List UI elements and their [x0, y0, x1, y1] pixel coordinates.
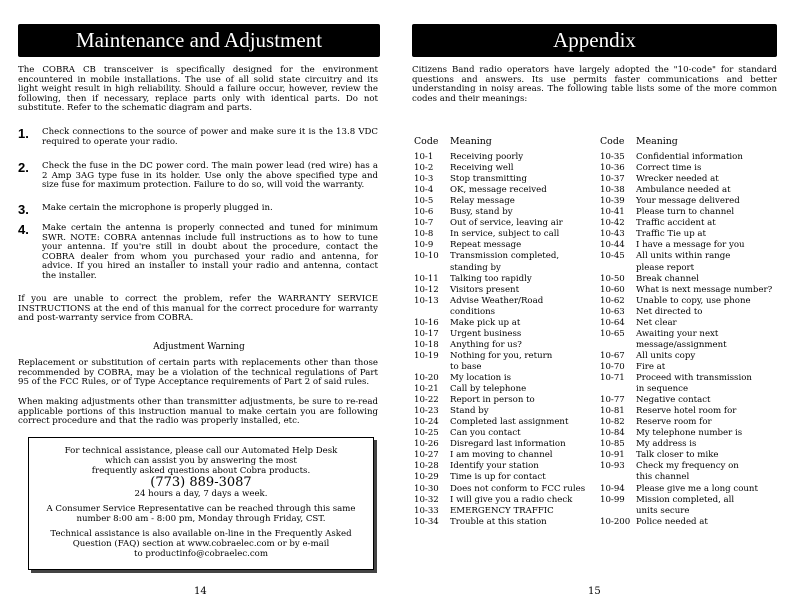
code-value: 10-11: [414, 273, 439, 284]
code-value: 10-67: [600, 350, 625, 361]
code-meaning: Report in person to: [450, 395, 535, 406]
code-meaning: Receiving poorly: [450, 152, 524, 162]
code-value: 10-22: [414, 395, 439, 406]
step-number: 2.: [18, 160, 29, 175]
appendix-intro: Citizens Band radio operators have largely adopted the "10-code" for standard questions and answers. Its use permits faster communications and better understanding in noisy areas. The following table lists some of the more common codes and their meanings:: [412, 65, 777, 104]
step-number: 4.: [18, 222, 29, 237]
help-web-line-2: Question (FAQ) section at www.cobraelec.com or by e-mail: [72, 539, 330, 549]
code-meaning: Busy, stand by: [450, 207, 513, 218]
code-meaning: please report: [636, 262, 695, 273]
warranty-paragraph: If you are unable to correct the problem, refer the WARRANTY SERVICE INSTRUCTIONS at the end of this manual for the correct procedure for warranty and post-warranty service from COBRA.: [18, 294, 378, 324]
right-page: [412, 0, 777, 613]
code-value: 10-19: [414, 350, 439, 361]
help-line-3: frequently asked questions about Cobra products.: [91, 466, 311, 476]
code-value: 10-45: [600, 251, 625, 262]
code-meaning: Please turn to channel: [636, 207, 735, 218]
code-value: 10-62: [600, 295, 625, 306]
code-value: 10-77: [600, 395, 625, 406]
code-value: 10-16: [414, 317, 439, 328]
code-meaning: Check my frequency on: [636, 461, 739, 472]
code-value: 10-63: [600, 306, 625, 317]
code-value: 10-9: [414, 240, 434, 251]
code-meaning: Transmission completed,: [450, 251, 560, 262]
code-meaning: Receiving well: [450, 163, 514, 174]
code-meaning: Does not conform to FCC rules: [450, 483, 586, 494]
code-meaning: Ambulance needed at: [636, 185, 731, 196]
code-value: 10-39: [600, 196, 625, 207]
code-meaning: standing by: [450, 262, 501, 273]
code-meaning: Correct time is: [636, 163, 702, 174]
code-value: 10-24: [414, 417, 439, 428]
code-value: 10-30: [414, 483, 439, 494]
code-value: 10-34: [414, 516, 439, 527]
right-page-number: 15: [588, 586, 601, 597]
step-number: 3.: [18, 202, 29, 217]
code-meaning: Your message delivered: [636, 196, 740, 207]
code-meaning: Talk closer to mike: [636, 450, 719, 461]
step-text: Make certain the microphone is properly plugged in.: [42, 203, 273, 213]
code-value: 10-60: [600, 284, 625, 295]
code-value: 10-18: [414, 339, 439, 350]
code-meaning: My telephone number is: [636, 428, 743, 439]
code-value: 10-2: [414, 163, 434, 174]
code-value: 10-12: [414, 284, 439, 295]
step-number: 1.: [18, 126, 29, 141]
code-value: 10-36: [600, 163, 625, 174]
code-meaning: in sequence: [636, 384, 689, 395]
column-header-meaning: Meaning: [450, 136, 492, 147]
code-meaning: All units copy: [636, 350, 696, 361]
code-meaning: Reserve hotel room for: [636, 406, 737, 417]
code-value: 10-43: [600, 229, 625, 240]
step-text: Check connections to the source of power and make sure it is the 13.8 VDC required to operate your radio.: [42, 127, 378, 147]
code-meaning: Make pick up at: [450, 317, 521, 328]
code-value: 10-27: [414, 450, 439, 461]
code-meaning: I have a message for you: [636, 240, 745, 251]
code-meaning: My address is: [636, 439, 697, 450]
code-meaning: Stand by: [450, 406, 489, 417]
code-value: 10-41: [600, 207, 625, 218]
code-meaning: units secure: [636, 505, 690, 516]
code-meaning: All units within range: [636, 251, 731, 262]
code-meaning: Completed last assignment: [450, 417, 569, 428]
code-meaning: Visitors present: [450, 284, 520, 295]
left-page-number: 14: [194, 586, 207, 597]
code-meaning: Time is up for contact: [450, 472, 546, 483]
code-meaning: Traffic accident at: [636, 218, 716, 229]
code-value: 10-94: [600, 483, 625, 494]
code-meaning: Net directed to: [636, 306, 703, 317]
code-value: 10-10: [414, 251, 439, 262]
help-line-2: which can assist you by answering the most: [105, 456, 297, 466]
code-meaning: Out of service, leaving air: [450, 218, 563, 229]
code-value: 10-44: [600, 240, 625, 251]
code-meaning: Proceed with transmission: [636, 373, 752, 383]
code-value: 10-28: [414, 461, 439, 472]
code-meaning: Traffic Tie up at: [636, 229, 707, 240]
help-line-1: For technical assistance, please call our Automated Help Desk: [64, 446, 338, 456]
code-value: 10-35: [600, 152, 625, 162]
code-value: 10-42: [600, 218, 625, 229]
code-meaning: EMERGENCY TRAFFIC: [450, 505, 554, 516]
left-page: [18, 0, 380, 613]
code-meaning: I am moving to channel: [450, 450, 553, 461]
help-web-line-1: Technical assistance is also available on-line in the Frequently Asked: [50, 529, 352, 539]
warning-heading: Adjustment Warning: [153, 342, 245, 352]
code-value: 10-1: [414, 152, 434, 162]
code-value: 10-13: [414, 295, 439, 306]
code-meaning: Confidential information: [636, 152, 743, 162]
code-meaning: I will give you a radio check: [450, 494, 573, 505]
code-meaning: Relay message: [450, 196, 515, 207]
code-value: 10-70: [600, 361, 625, 372]
help-rep-line-1: A Consumer Service Representative can be reached through this same: [46, 504, 356, 514]
code-value: 10-7: [414, 218, 434, 229]
code-meaning: Identify your station: [450, 461, 539, 472]
code-value: 10-82: [600, 417, 625, 428]
code-meaning: What is next message number?: [636, 284, 773, 295]
code-value: 10-3: [414, 174, 434, 185]
code-meaning: message/assignment: [636, 339, 727, 350]
code-meaning: Advise Weather/Road: [450, 295, 544, 306]
code-meaning: this channel: [636, 472, 690, 483]
code-value: 10-71: [600, 373, 625, 383]
column-header-code: Code: [600, 136, 625, 147]
code-meaning: Unable to copy, use phone: [636, 295, 751, 306]
code-value: 10-32: [414, 494, 439, 505]
code-meaning: Urgent business: [450, 328, 522, 339]
code-meaning: Break channel: [636, 273, 699, 284]
code-value: 10-84: [600, 428, 625, 439]
code-meaning: OK, message received: [450, 185, 547, 196]
code-meaning: Reserve room for: [636, 417, 712, 428]
code-meaning: Disregard last information: [450, 439, 566, 450]
code-meaning: In service, subject to call: [450, 229, 560, 240]
code-table-left: [414, 136, 599, 536]
code-value: 10-99: [600, 494, 625, 505]
code-value: 10-4: [414, 185, 434, 196]
code-meaning: My location is: [450, 373, 512, 383]
code-value: 10-38: [600, 185, 625, 196]
right-page-title: Appendix: [412, 24, 777, 57]
code-meaning: Fire at: [636, 361, 666, 372]
column-header-meaning: Meaning: [636, 136, 678, 147]
code-value: 10-6: [414, 207, 434, 218]
code-value: 10-33: [414, 505, 439, 516]
step-text: Check the fuse in the DC power cord. The main power lead (red wire) has a 2 Amp 3AG type fuse in its holder. Use only the above specified type and size fuse for maximum protection. Failure to do so, will void the warranty.: [42, 161, 378, 191]
code-value: 10-8: [414, 229, 434, 240]
code-value: 10-23: [414, 406, 439, 417]
code-meaning: Wrecker needed at: [636, 174, 719, 185]
code-value: 10-81: [600, 406, 625, 417]
code-meaning: Can you contact: [450, 428, 521, 439]
code-meaning: Nothing for you, return: [450, 350, 553, 361]
code-value: 10-17: [414, 328, 439, 339]
code-meaning: to base: [450, 361, 482, 372]
warning-paragraph-1: Replacement or substitution of certain parts with replacements other than those recommended by COBRA, may be a violation of the technical regulations of Part 95 of the FCC Rules, or of Type Acceptance requirements of Part 2 of said rules.: [18, 358, 378, 388]
code-value: 10-26: [414, 439, 439, 450]
code-meaning: Talking too rapidly: [450, 273, 532, 284]
code-meaning: Net clear: [636, 317, 677, 328]
code-value: 10-50: [600, 273, 625, 284]
code-value: 10-25: [414, 428, 439, 439]
code-value: 10-85: [600, 439, 625, 450]
step-text: Make certain the antenna is properly connected and tuned for minimum SWR. NOTE: COBRA antennas include full instructions as to how to tune your antenna. If you're still in doubt about the procedure, contact the COBRA dealer from whom you purchased your radio and antenna, for advice. If you hired an installer to install your radio and antenna, contact the installer.: [42, 223, 378, 281]
code-value: 10-21: [414, 384, 439, 395]
code-value: 10-29: [414, 472, 439, 483]
help-rep-line-2: number 8:00 am - 8:00 pm, Monday through Friday, CST.: [76, 514, 326, 524]
left-page-title: Maintenance and Adjustment: [18, 24, 380, 57]
code-value: 10-91: [600, 450, 625, 461]
code-value: 10-64: [600, 317, 625, 328]
code-table-right: [600, 136, 780, 536]
code-meaning: Mission completed, all: [636, 494, 735, 505]
code-value: 10-200: [600, 516, 631, 527]
help-phone-number: (773) 889-3087: [150, 475, 252, 490]
code-value: 10-20: [414, 373, 439, 383]
help-web-line-3: to productinfo@cobraelec.com: [134, 549, 268, 559]
code-value: 10-37: [600, 174, 625, 185]
code-meaning: Negative contact: [636, 395, 711, 406]
intro-paragraph: The COBRA CB transceiver is specifically designed for the environment encountered in mobile installations. The use of all solid state circuitry and its light weight result in high reliability. Should a failure occur, however, review the following, then if necessary, replace parts only with identical parts. Do not substitute. Refer to the schematic diagram and parts.: [18, 65, 378, 114]
code-meaning: Police needed at: [636, 516, 708, 527]
code-meaning: Trouble at this station: [450, 516, 547, 527]
code-value: 10-65: [600, 328, 625, 339]
code-meaning: Please give me a long count: [636, 483, 758, 494]
code-meaning: Awaiting your next: [636, 328, 719, 339]
help-desk-box: [28, 437, 374, 570]
help-hours: 24 hours a day, 7 days a week.: [134, 489, 268, 499]
column-header-code: Code: [414, 136, 439, 147]
code-meaning: conditions: [450, 306, 496, 317]
warning-paragraph-2: When making adjustments other than transmitter adjustments, be sure to re-read applicable portions of this instruction manual to make certain you are following correct procedure and that the radio was properly installed, etc.: [18, 397, 378, 427]
code-meaning: Anything for us?: [450, 339, 522, 350]
code-meaning: Call by telephone: [450, 384, 527, 395]
code-meaning: Stop transmitting: [450, 174, 527, 185]
code-value: 10-93: [600, 461, 625, 472]
code-meaning: Repeat message: [450, 240, 522, 251]
code-value: 10-5: [414, 196, 434, 207]
